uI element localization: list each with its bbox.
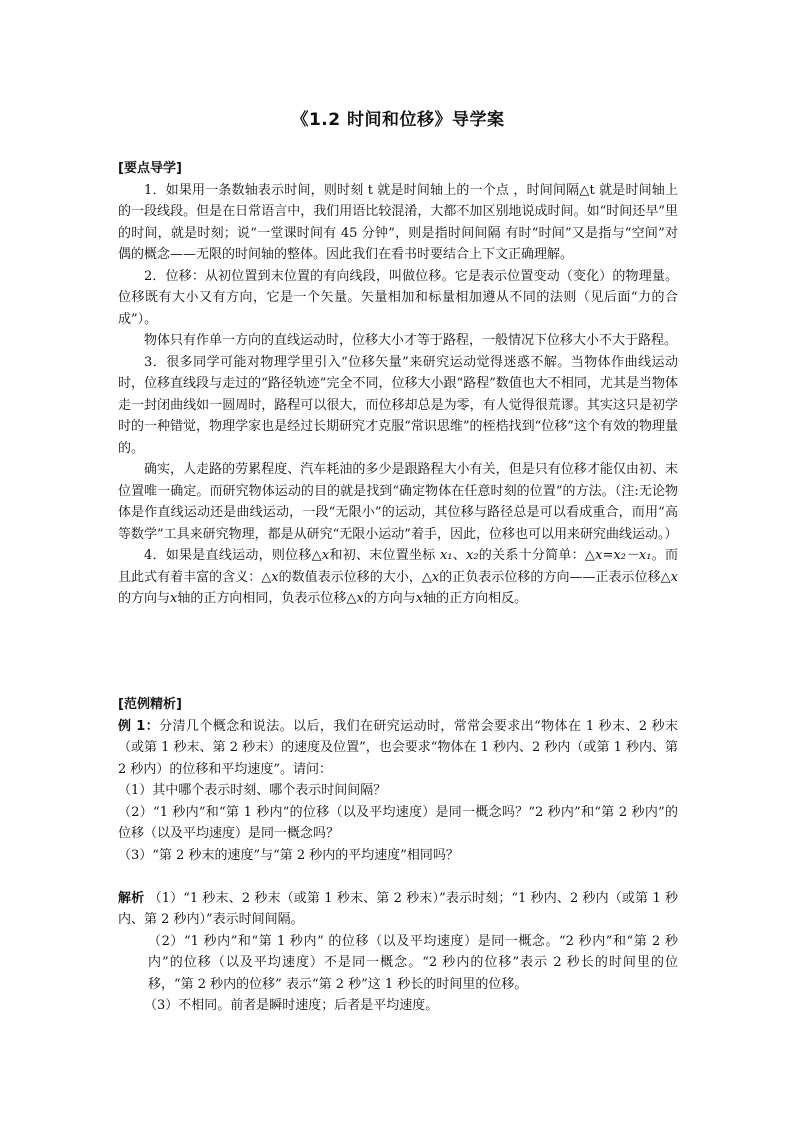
paragraph-path-vs-displacement: 确实，人走路的劳累程度、汽车耗油的多少是跟路程大小有关，但是只有位移才能仅由初、末位置唯一确定。而研究物体运动的目的就是找到“确定物体在任意时刻的位置”的方法。（注:无论物体是作直线运动还是曲线运动，一段“无限小”的运动，其位移与路径总是可以看成重合，而用“高等数学”工具来研究物理，都是从研究“无限小运动”着手，因此，位移也可以用来研究曲线运动。） bbox=[118, 462, 678, 542]
page-title: 《1.2 时间和位移》导学案 bbox=[291, 110, 505, 130]
key-points-section bbox=[118, 158, 678, 610]
section-heading-key-points: [要点导学] bbox=[118, 161, 182, 176]
document-page bbox=[118, 0, 678, 1123]
paragraph-displacement-definition: 2．位移：从初位置到末位置的有向线段，叫做位移。它是表示位置变动（变化）的物理量。位移既有大小又有方向，它是一个矢量。矢量相加和标量相加遵从不同的法则（见后面“力的合成”）。 bbox=[118, 268, 678, 327]
spacer bbox=[118, 866, 678, 888]
paragraph-straight-line: 物体只有作单一方向的直线运动时，位移大小才等于路程，一般情况下位移大小不大于路程。 bbox=[144, 333, 678, 348]
example-1: 例 1：分清几个概念和说法。以后，我们在研究运动时，常常会要求出“物体在 1 秒末、2 秒末（或第 1 秒末、第 2 秒末）的速度及位置”，也会要求“物体在 1 秒内、2 秒内（或第 1 秒内、第 2 秒内）的位移和平均速度”。请问： bbox=[118, 718, 678, 777]
question-2: （2）“1 秒内”和“第 1 秒内”的位移（以及平均速度）是同一概念吗？“2 秒内”和“第 2 秒内”的位移（以及平均速度）是同一概念吗？ bbox=[118, 804, 678, 841]
paragraph-displacement-vector: 3．很多同学可能对物理学里引入“位移矢量”来研究运动觉得迷惑不解。当物体作曲线运动时，位移直线段与走过的“路径轨迹”完全不同，位移大小跟“路程”数值也大不相同，尤其是当物体走一封闭曲线如一圆周时，路程可以很大，而位移却总是为零，有人觉得很荒谬。其实这只是初学时的一种错觉，物理学家也是经过长期研究才克服“常识思维”的桎梏找到“位移”这个有效的物理量的。 bbox=[118, 354, 678, 456]
solution-1: 解析 （1）“1 秒末、2 秒末（或第 1 秒末、第 2 秒末）”表示时刻；“1 秒内、2 秒内（或第 1 秒内、第 2 秒内）”表示时间间隔。 bbox=[118, 890, 678, 927]
section-heading-examples: [范例精析] bbox=[118, 697, 182, 712]
solution-3: （3）不相同。前者是瞬时速度；后者是平均速度。 bbox=[144, 998, 439, 1013]
example-label: 例 1： bbox=[118, 718, 160, 734]
solution-label: 解析 bbox=[118, 890, 145, 906]
solution-2: （2）“1 秒内”和“第 1 秒内” 的位移（以及平均速度）是同一概念。“2 秒内”和“第 2 秒内”的位移（以及平均速度）不是同一概念。“2 秒内的位移”表示 2 秒长的时间里的位移，“第 2 秒内的位移” 表示“第 2 秒”这 1 秒长的时间里的位移。 bbox=[148, 933, 678, 992]
question-1: （1）其中哪个表示时刻、哪个表示时间间隔？ bbox=[118, 783, 387, 798]
examples-section bbox=[118, 694, 678, 1017]
question-3: （3）“第 2 秒末的速度”与“第 2 秒内的平均速度”相同吗？ bbox=[118, 847, 459, 863]
paragraph-time: 1．如果用一条数轴表示时间，则时刻 t 就是时间轴上的一个点 ，时间间隔△t 就是时间轴上的一段线段。但是在日常语言中，我们用语比较混淆，大都不加区别地说成时间。如“时间还早”里的时间，就是时刻；说“一堂课时间有 45 分钟”，则是指时间间隔 有时“时间”又是指与“空间”对偶的概念——无限的时间轴的整体。因此我们在看书时要结合上下文正确理解。 bbox=[118, 182, 678, 262]
paragraph-linear-displacement: 4．如果是直线运动，则位移△x和初、末位置坐标 x₁、x₂的关系十分简单：△x=x₂－x₁。而且此式有着丰富的含义：△x的数值表示位移的大小，△x的正负表示位移的方向——正表示位移△x的方向与x轴的正方向相同，负表示位移△x的方向与x轴的正方向相反。 bbox=[118, 548, 678, 606]
